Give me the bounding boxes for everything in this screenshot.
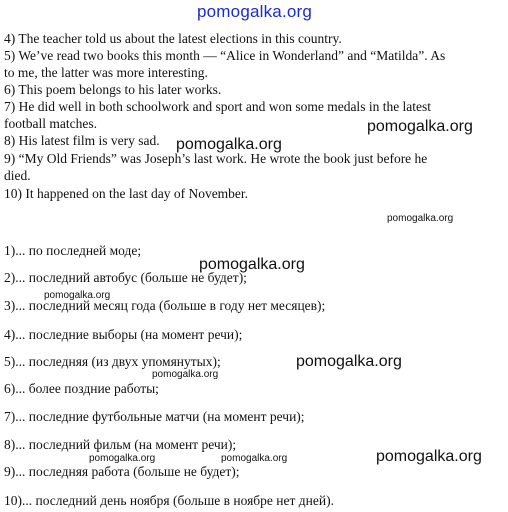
watermark: pomogalka.org — [376, 448, 482, 465]
answer-line: 4)... последние выборы (на момент речи); — [4, 327, 243, 342]
watermark: pomogalka.org — [387, 213, 454, 224]
sentence-line: 9) “My Old Friends” was Joseph’s last work. He wrote the book just before he — [4, 151, 428, 166]
answer-line: 10)... последний день ноября (больше в ноябре нет дней). — [4, 493, 334, 508]
header-watermark: pomogalka.org — [197, 2, 313, 21]
answer-line: 5)... последняя (из двух упомянутых); — [4, 354, 221, 369]
answer-line: 6)... более поздние работы; — [4, 381, 159, 396]
sentence-line: football matches. — [4, 116, 97, 131]
sentence-line: 4) The teacher told us about the latest elections in this country. — [4, 31, 342, 46]
answer-line: 7)... последние футбольные матчи (на момент речи); — [4, 409, 305, 424]
answer-line: 2)... последний автобус (больше не будет); — [4, 270, 247, 285]
watermark: pomogalka.org — [89, 453, 156, 464]
sentence-line: 6) This poem belongs to his later works. — [4, 82, 222, 97]
watermark: pomogalka.org — [221, 453, 288, 464]
answer-line: 9)... последняя работа (больше не будет); — [4, 464, 240, 479]
sentence-line: to me, the latter was more interesting. — [4, 65, 208, 80]
sentence-line: 5) We’ve read two books this month — “Alice in Wonderland” and “Matilda”. As — [4, 48, 446, 63]
sentence-line: died. — [4, 168, 31, 183]
watermark: pomogalka.org — [44, 290, 111, 301]
watermark: pomogalka.org — [296, 353, 402, 370]
answer-line: 8)... последний фильм (на момент речи); — [4, 437, 237, 452]
answer-line: 1)... по последней моде; — [4, 243, 142, 258]
sentence-line: 7) He did well in both schoolwork and sport and won some medals in the latest — [4, 99, 432, 114]
answer-line: 3)... последний месяц года (больше в году нет месяцев); — [4, 298, 326, 313]
watermark: pomogalka.org — [199, 256, 305, 273]
sentence-line: 10) It happened on the last day of November. — [4, 186, 249, 201]
watermark: pomogalka.org — [176, 136, 282, 153]
watermark: pomogalka.org — [367, 118, 473, 135]
sentence-line: 8) His latest film is very sad. — [4, 133, 160, 148]
watermark: pomogalka.org — [152, 369, 219, 380]
